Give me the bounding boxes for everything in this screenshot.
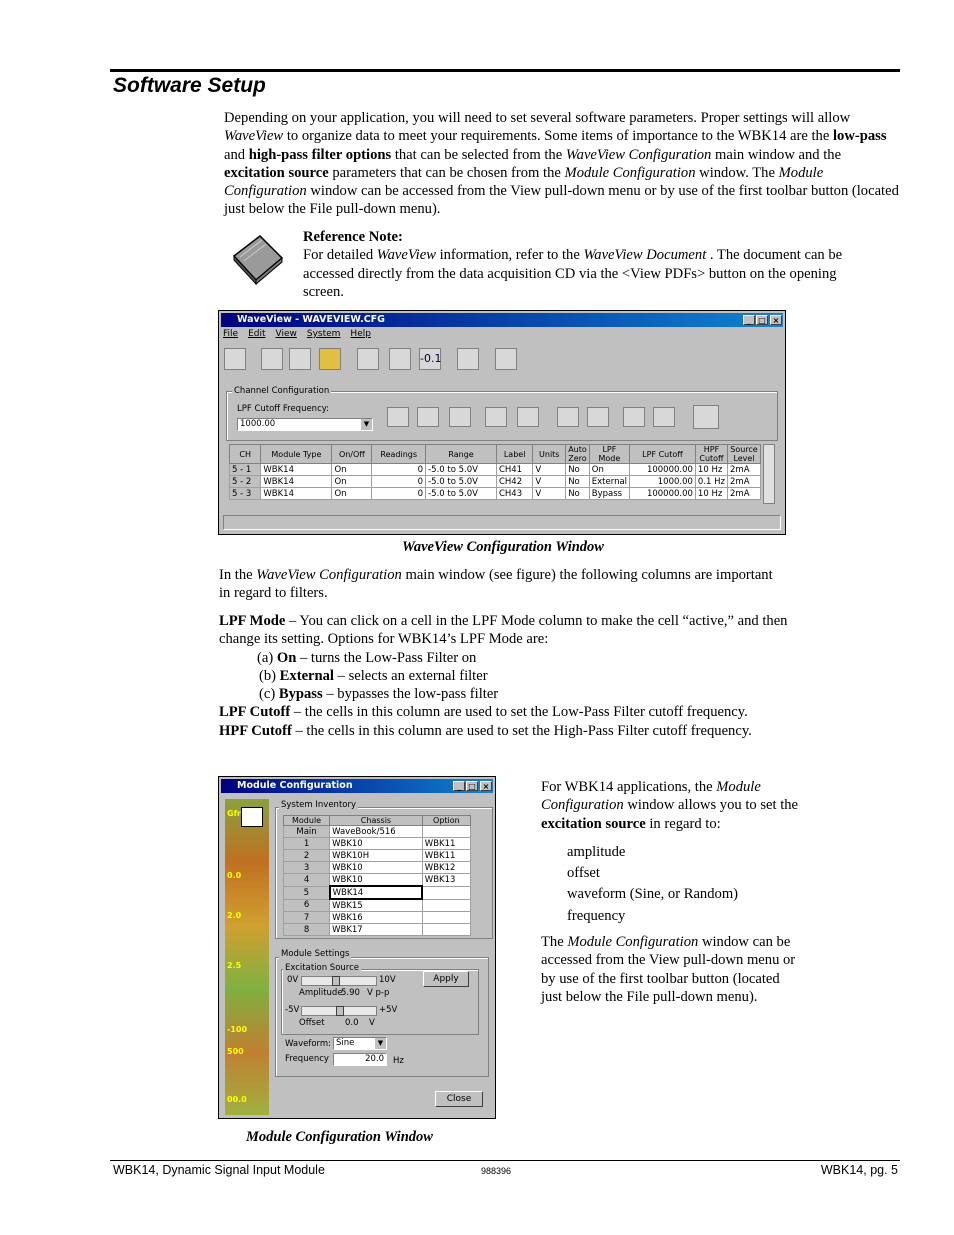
col-lpf-cutoff[interactable]: LPF Cutoff: [630, 445, 696, 464]
notebook-icon[interactable]: [693, 405, 719, 429]
dropdown-arrow-icon[interactable]: ▼: [375, 1038, 386, 1049]
table-row[interactable]: 6 WBK15: [284, 899, 471, 912]
close-window-button[interactable]: ×: [480, 781, 492, 791]
module-titlebar: [221, 779, 493, 793]
menu-edit[interactable]: Edit: [248, 329, 266, 339]
lpf-mode-paragraph: LPF Mode – You can click on a cell in the LPF Mode column to make the cell “active,” and then change its setting. Options for WBK14’s LPF Mode are: (a) On – turns the Low-Pass Filter on (b) External – selects an external filter (c) Bypass – bypasses the low-pass filter LPF Cutoff – the cells in this column are used to set the Low-Pass Filter cutoff frequency. HPF Cutoff – the cells in this column are used to set the High-Pass Filter cutoff frequency.: [219, 613, 788, 739]
col-ch[interactable]: CH: [230, 445, 261, 464]
table-row[interactable]: 5 - 1 WBK14 On 0 -5.0 to 5.0V CH41 V No On 100000.00 10 Hz 2mA: [230, 464, 761, 476]
decorative-strip: Gfr 0.0 2.0 2.5 -100 500 00.0: [225, 799, 269, 1115]
waveform-label: Waveform:: [285, 1039, 332, 1049]
frequency-input[interactable]: 20.0: [333, 1053, 387, 1066]
status-bar: [223, 515, 781, 530]
module-config-window: [218, 776, 496, 1119]
meter-tool-icon[interactable]: [389, 348, 411, 370]
channel-grid: [229, 444, 761, 500]
lpf-cutoff-select[interactable]: 1000.00 ▼: [237, 418, 373, 431]
inventory-grid: [283, 815, 471, 936]
col-lpf-mode[interactable]: LPF Mode: [589, 445, 629, 464]
col-onoff[interactable]: On/Off: [332, 445, 372, 464]
slider-thumb[interactable]: [332, 976, 340, 986]
waveview-config-window: [218, 310, 786, 535]
col-module[interactable]: Module: [284, 816, 330, 826]
close-button[interactable]: Close: [435, 1091, 483, 1107]
module-settings-label: Module Settings: [281, 949, 350, 959]
table-row[interactable]: 5 - 3 WBK14 On 0 -5.0 to 5.0V CH43 V No Bypass 100000.00 10 Hz 2mA: [230, 488, 761, 500]
excitation-label: Excitation Source: [285, 963, 360, 973]
module-tool-icon[interactable]: [241, 807, 263, 827]
col-auto-zero[interactable]: Auto Zero: [566, 445, 590, 464]
indicator-tool-icon[interactable]: -0.1: [419, 348, 441, 370]
caption-waveview: WaveView Configuration Window: [402, 539, 604, 555]
footer-right: WBK14, pg. 5: [820, 1163, 898, 1177]
waveform-select[interactable]: Sine ▼: [333, 1037, 387, 1050]
col-range[interactable]: Range: [426, 445, 497, 464]
col-source-level[interactable]: Source Level: [728, 445, 761, 464]
inventory-label: System Inventory: [281, 800, 356, 810]
close-window-button[interactable]: ×: [770, 315, 782, 325]
footer-rule: [110, 1160, 900, 1161]
channel-off-icon[interactable]: [417, 407, 439, 427]
list-item: amplitude: [567, 843, 626, 860]
dropdown-arrow-icon[interactable]: ▼: [361, 419, 372, 430]
footer-left: WBK14, Dynamic Signal Input Module: [113, 1163, 325, 1177]
book-icon: [230, 230, 286, 286]
window-title: WaveView - WAVEVIEW.CFG: [237, 314, 385, 325]
offset-label: Offset: [299, 1018, 325, 1028]
offset-unit: V: [369, 1018, 375, 1028]
offset-value: 0.0: [345, 1018, 359, 1028]
table-row[interactable]: 7 WBK16: [284, 912, 471, 924]
top-rule: [110, 69, 900, 72]
amp-min-label: 0V: [287, 975, 299, 985]
menu-help[interactable]: Help: [350, 329, 371, 339]
col-label[interactable]: Label: [496, 445, 532, 464]
col-readings[interactable]: Readings: [372, 445, 426, 464]
col-chassis[interactable]: Chassis: [330, 816, 423, 826]
table-row[interactable]: 2 WBK10H WBK11: [284, 850, 471, 862]
table-row[interactable]: 5 - 2 WBK14 On 0 -5.0 to 5.0V CH42 V No External 1000.00 0.1 Hz 2mA: [230, 476, 761, 488]
table-row[interactable]: 3 WBK10 WBK12: [284, 862, 471, 874]
table-row[interactable]: 5 WBK14: [284, 886, 471, 899]
zero-icon[interactable]: [517, 407, 539, 427]
waveview-titlebar: [221, 313, 783, 327]
frequency-label: Frequency: [285, 1054, 329, 1064]
settings-tool-icon[interactable]: [457, 348, 479, 370]
grid-scrollbar[interactable]: [763, 444, 775, 504]
readings-icon[interactable]: [485, 407, 507, 427]
reference-note: Reference Note: For detailed WaveView information, refer to the WaveView Document . The document can be accessed directly from the data acquisition CD via the <View PDFs> button on the opening screen.: [303, 229, 843, 300]
database-tool-icon[interactable]: [319, 348, 341, 370]
caption-module: Module Configuration Window: [246, 1129, 433, 1145]
table-row[interactable]: Main WaveBook/516: [284, 826, 471, 838]
list-item: waveform (Sine, or Random): [567, 886, 739, 903]
menubar: [223, 329, 371, 342]
amplitude-unit: V p-p: [367, 988, 390, 998]
slider-thumb[interactable]: [336, 1006, 344, 1016]
maximize-button[interactable]: □: [466, 781, 478, 791]
table-row[interactable]: 8 WBK17: [284, 924, 471, 936]
module-window-title: Module Configuration: [237, 780, 353, 791]
amp-max-label: 10V: [379, 975, 396, 985]
menu-view[interactable]: View: [275, 329, 297, 339]
amplitude-label: Amplitude: [299, 988, 343, 998]
apply-button[interactable]: Apply: [423, 971, 469, 987]
side-paragraph: For WBK14 applications, the Module Configuration window allows you to set the excitation source in regard to: amplitude offset waveform (Sine, or Random) frequency The Module Configuration window can be accessed from the View pull-down menu or by use of the first toolbar button (located just below the File pull-down menu).: [541, 778, 803, 1006]
digital-tool-icon[interactable]: [357, 348, 379, 370]
channel-config-label: Channel Configuration: [234, 386, 330, 396]
table-row[interactable]: 4 WBK10 WBK13: [284, 874, 471, 887]
menu-file[interactable]: File: [223, 329, 239, 339]
module-config-tool-icon[interactable]: [224, 348, 246, 370]
filter-icon[interactable]: [557, 407, 579, 427]
channel-on-icon[interactable]: [387, 407, 409, 427]
offset-min-label: -5V: [285, 1005, 300, 1015]
intro-paragraph: Depending on your application, you will need to set several software parameters. Proper settings will allow WaveView to organize data to meet your requirements. Some items of importance to the WBK14 are the low-pass and high-pass filter options that can be selected from the WaveView Configuration main window and the excitation source parameters that can be chosen from the Module Configuration window. The Module Configuration window can be accessed from the View pull-down menu or by use of the first toolbar button (located just below the File pull-down menu).: [224, 110, 899, 218]
columns-icon[interactable]: [623, 407, 645, 427]
grid-icon[interactable]: [653, 407, 675, 427]
col-units[interactable]: Units: [533, 445, 566, 464]
amplitude-value: 5.90: [341, 988, 360, 998]
col-module-type[interactable]: Module Type: [261, 445, 332, 464]
scope-tool-icon[interactable]: [261, 348, 283, 370]
footer-center: 988396: [481, 1166, 512, 1176]
col-hpf-cutoff[interactable]: HPF Cutoff: [695, 445, 727, 464]
page-title: Software Setup: [113, 74, 266, 97]
menu-system[interactable]: System: [306, 329, 341, 339]
minimize-button[interactable]: _: [453, 781, 465, 791]
list-item: offset: [567, 865, 600, 882]
col-option[interactable]: Option: [422, 816, 470, 826]
minimize-button[interactable]: _: [743, 315, 755, 325]
spectrum-tool-icon[interactable]: [495, 348, 517, 370]
lpf-cutoff-label: LPF Cutoff Frequency:: [237, 404, 330, 414]
amplitude-slider[interactable]: [301, 976, 377, 986]
range-icon[interactable]: [449, 407, 471, 427]
filters-paragraph: In the WaveView Configuration main window (see figure) the following columns are important in regard to filters.: [219, 567, 773, 602]
list-item: frequency: [567, 907, 626, 924]
frequency-unit: Hz: [393, 1056, 404, 1066]
maximize-button[interactable]: □: [756, 315, 768, 325]
offset-slider[interactable]: [301, 1006, 377, 1016]
table-row[interactable]: 1 WBK10 WBK11: [284, 838, 471, 850]
chart-tool-icon[interactable]: [289, 348, 311, 370]
offset-max-label: +5V: [379, 1005, 398, 1015]
list-icon[interactable]: [587, 407, 609, 427]
